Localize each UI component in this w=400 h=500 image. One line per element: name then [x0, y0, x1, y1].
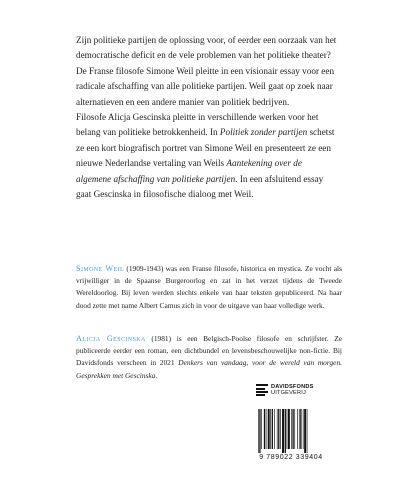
- publisher-name: [271, 384, 314, 397]
- bio-text: (1981) is een Belgisch-Poolse filosofe en schrijfster. Ze publiceerde eerder een roman, een dichtbundel en levensbeschouwelijke non-fictie. Bij Davidsfonds verscheen in 2021: [76, 334, 342, 368]
- isbn-barcode: [256, 409, 326, 467]
- blurb: [76, 33, 338, 202]
- blurb-text: schetst ze een kort biografisch portret van Simone Weil en presenteert ze een nieuwe Nederlandse vertaling van Weils: [76, 127, 335, 169]
- publisher-line-1: DAVIDSFONDS: [271, 384, 314, 390]
- publisher-logo: [256, 384, 314, 397]
- bio-text: .: [155, 370, 158, 380]
- bio-text: (1909-1943) was een Franse filosofe, historica en mystica. Ze vocht als vrijwilliger in de Spaanse Burgeroorlog en zat in het verzet tijdens de Tweede Wereldoorlog. Bij leven werden slechts enkele van haar teksten gepubliceerd. Na haar dood zette met name Albert Camus zich in voor de uitgave van haar volledige werk.: [76, 264, 342, 310]
- barcode-bars-icon: [256, 409, 326, 453]
- blurb-paragraph-1: Zijn politieke partijen de oplossing voor, of eerder een oorzaak van het democratische deficit en de vele problemen van het politieke theater? De Franse filosofe Simone Weil pleitte in een visionair essay voor een radicale afschaffing van alle politieke partijen. Weil gaat op zoek naar alternatieven en een andere manier van politiek bedrijven.: [76, 35, 337, 107]
- blurb-text: . In een afsluitend essay gaat Gescinska in filosofische dialoog met Weil.: [76, 173, 324, 200]
- isbn-number: 9 789022 339404: [259, 454, 323, 461]
- blurb-text: Filosofe Alicja Gescinska pleitte in verschillende werken voor het belang van politieke betrokkenheid. In: [76, 112, 319, 138]
- author-name-weil: Simone Weil: [76, 264, 125, 273]
- blurb-paragraph-2: [76, 110, 338, 202]
- publisher-line-2: UITGEVERIJ: [271, 390, 306, 397]
- publisher-mark-icon: [256, 384, 268, 396]
- author-name-gescinska: Alicja Gescinska: [76, 334, 146, 343]
- bio-book-title: Denkers van vandaag, voor de wereld van morgen. Gesprekken met Gescinska: [76, 358, 342, 380]
- author-bio-weil: [76, 263, 342, 312]
- essay-title: Aantekening over de algemene afschaffing van politieke partijen: [76, 158, 302, 184]
- book-title: Politiek zonder partijen: [219, 127, 308, 138]
- author-bio-gescinska: [76, 333, 342, 382]
